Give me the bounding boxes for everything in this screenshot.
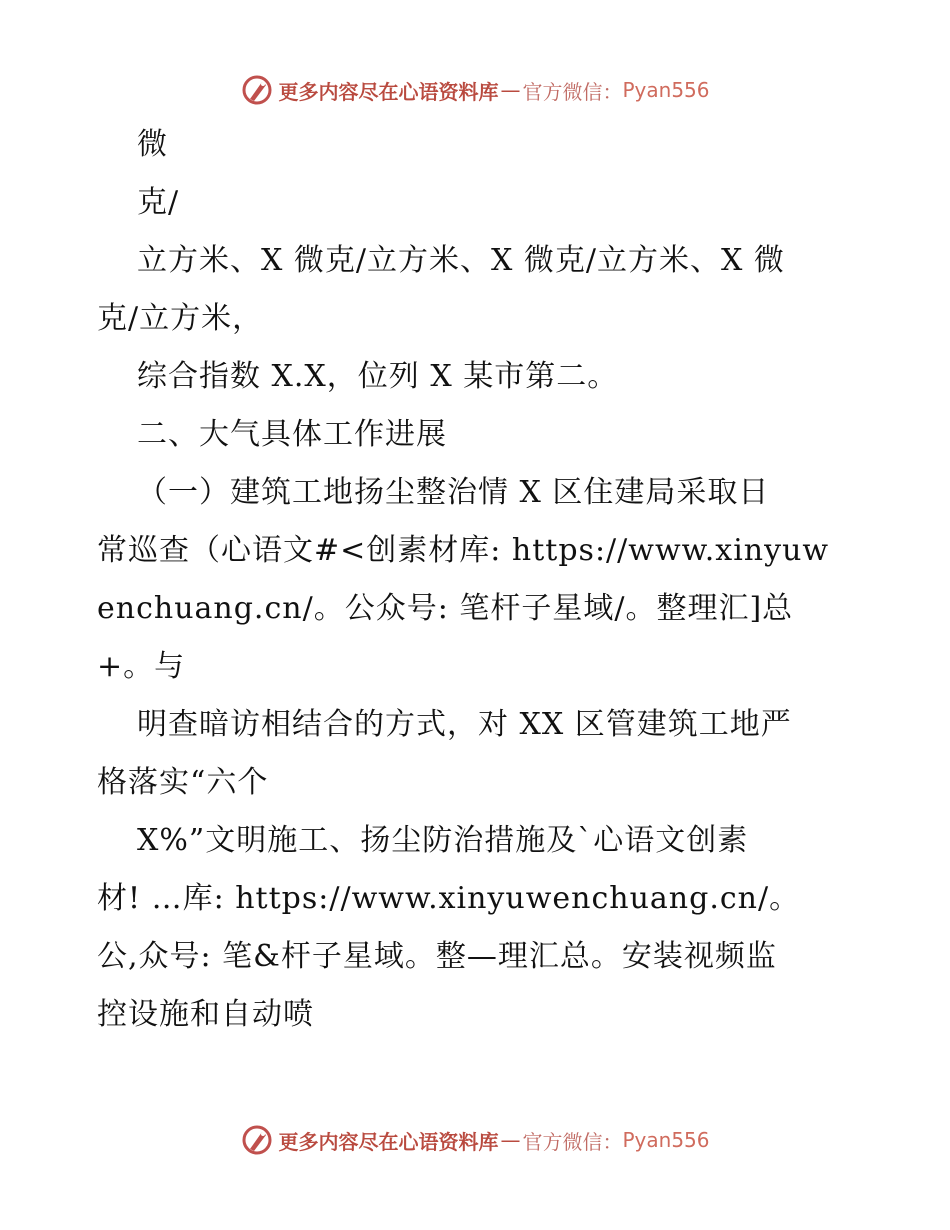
document-body	[97, 116, 857, 1044]
banner-brand-text: 更多内容尽在心语资料库	[278, 1129, 499, 1154]
body-line: 立方米、X 微克/立方米、X 微克/立方米、X 微	[137, 243, 785, 278]
banner-separator: —	[500, 1128, 521, 1152]
section-heading: 二、大气具体工作进展	[137, 417, 447, 452]
body-line: 公,众号: 笔&杆子星域。整—理汇总。安装视频监	[97, 939, 777, 974]
footer-banner	[0, 1120, 950, 1160]
body-line: 克/	[137, 185, 180, 220]
body-line: 微	[137, 127, 168, 162]
banner-official-label: 官方微信：	[522, 79, 623, 104]
body-line: 常巡查（心语文#<创素材库: https://www.xinyuw	[97, 533, 830, 568]
header-banner	[0, 70, 950, 110]
body-line: 格落实“六个	[97, 765, 269, 800]
body-line: 克/立方米，	[97, 301, 264, 336]
banner-official-label: 官方微信：	[522, 1129, 623, 1154]
pen-nib-logo-icon	[240, 73, 274, 107]
banner-wechat-id: Pyan556	[622, 78, 710, 102]
subsection-heading: （一）建筑工地扬尘整治情 X 区住建局采取日	[137, 475, 770, 510]
banner-brand-text: 更多内容尽在心语资料库	[278, 79, 499, 104]
body-line: 控设施和自动喷	[97, 997, 314, 1032]
body-line: +。与	[97, 649, 186, 684]
pen-nib-logo-icon	[240, 1123, 274, 1157]
body-line: 明查暗访相结合的方式，对 XX 区管建筑工地严	[137, 707, 792, 742]
body-line: 材! …库: https://www.xinyuwenchuang.cn/。	[97, 881, 801, 916]
body-line: enchuang.cn/。公众号: 笔杆子星域/。整理汇]总	[97, 591, 794, 626]
banner-wechat-id: Pyan556	[622, 1128, 710, 1152]
banner-separator: —	[500, 78, 521, 102]
body-line: X%”文明施工、扬尘防治措施及`心语文创素	[137, 823, 749, 858]
body-line: 综合指数 X.X，位列 X 某市第二。	[137, 359, 619, 394]
